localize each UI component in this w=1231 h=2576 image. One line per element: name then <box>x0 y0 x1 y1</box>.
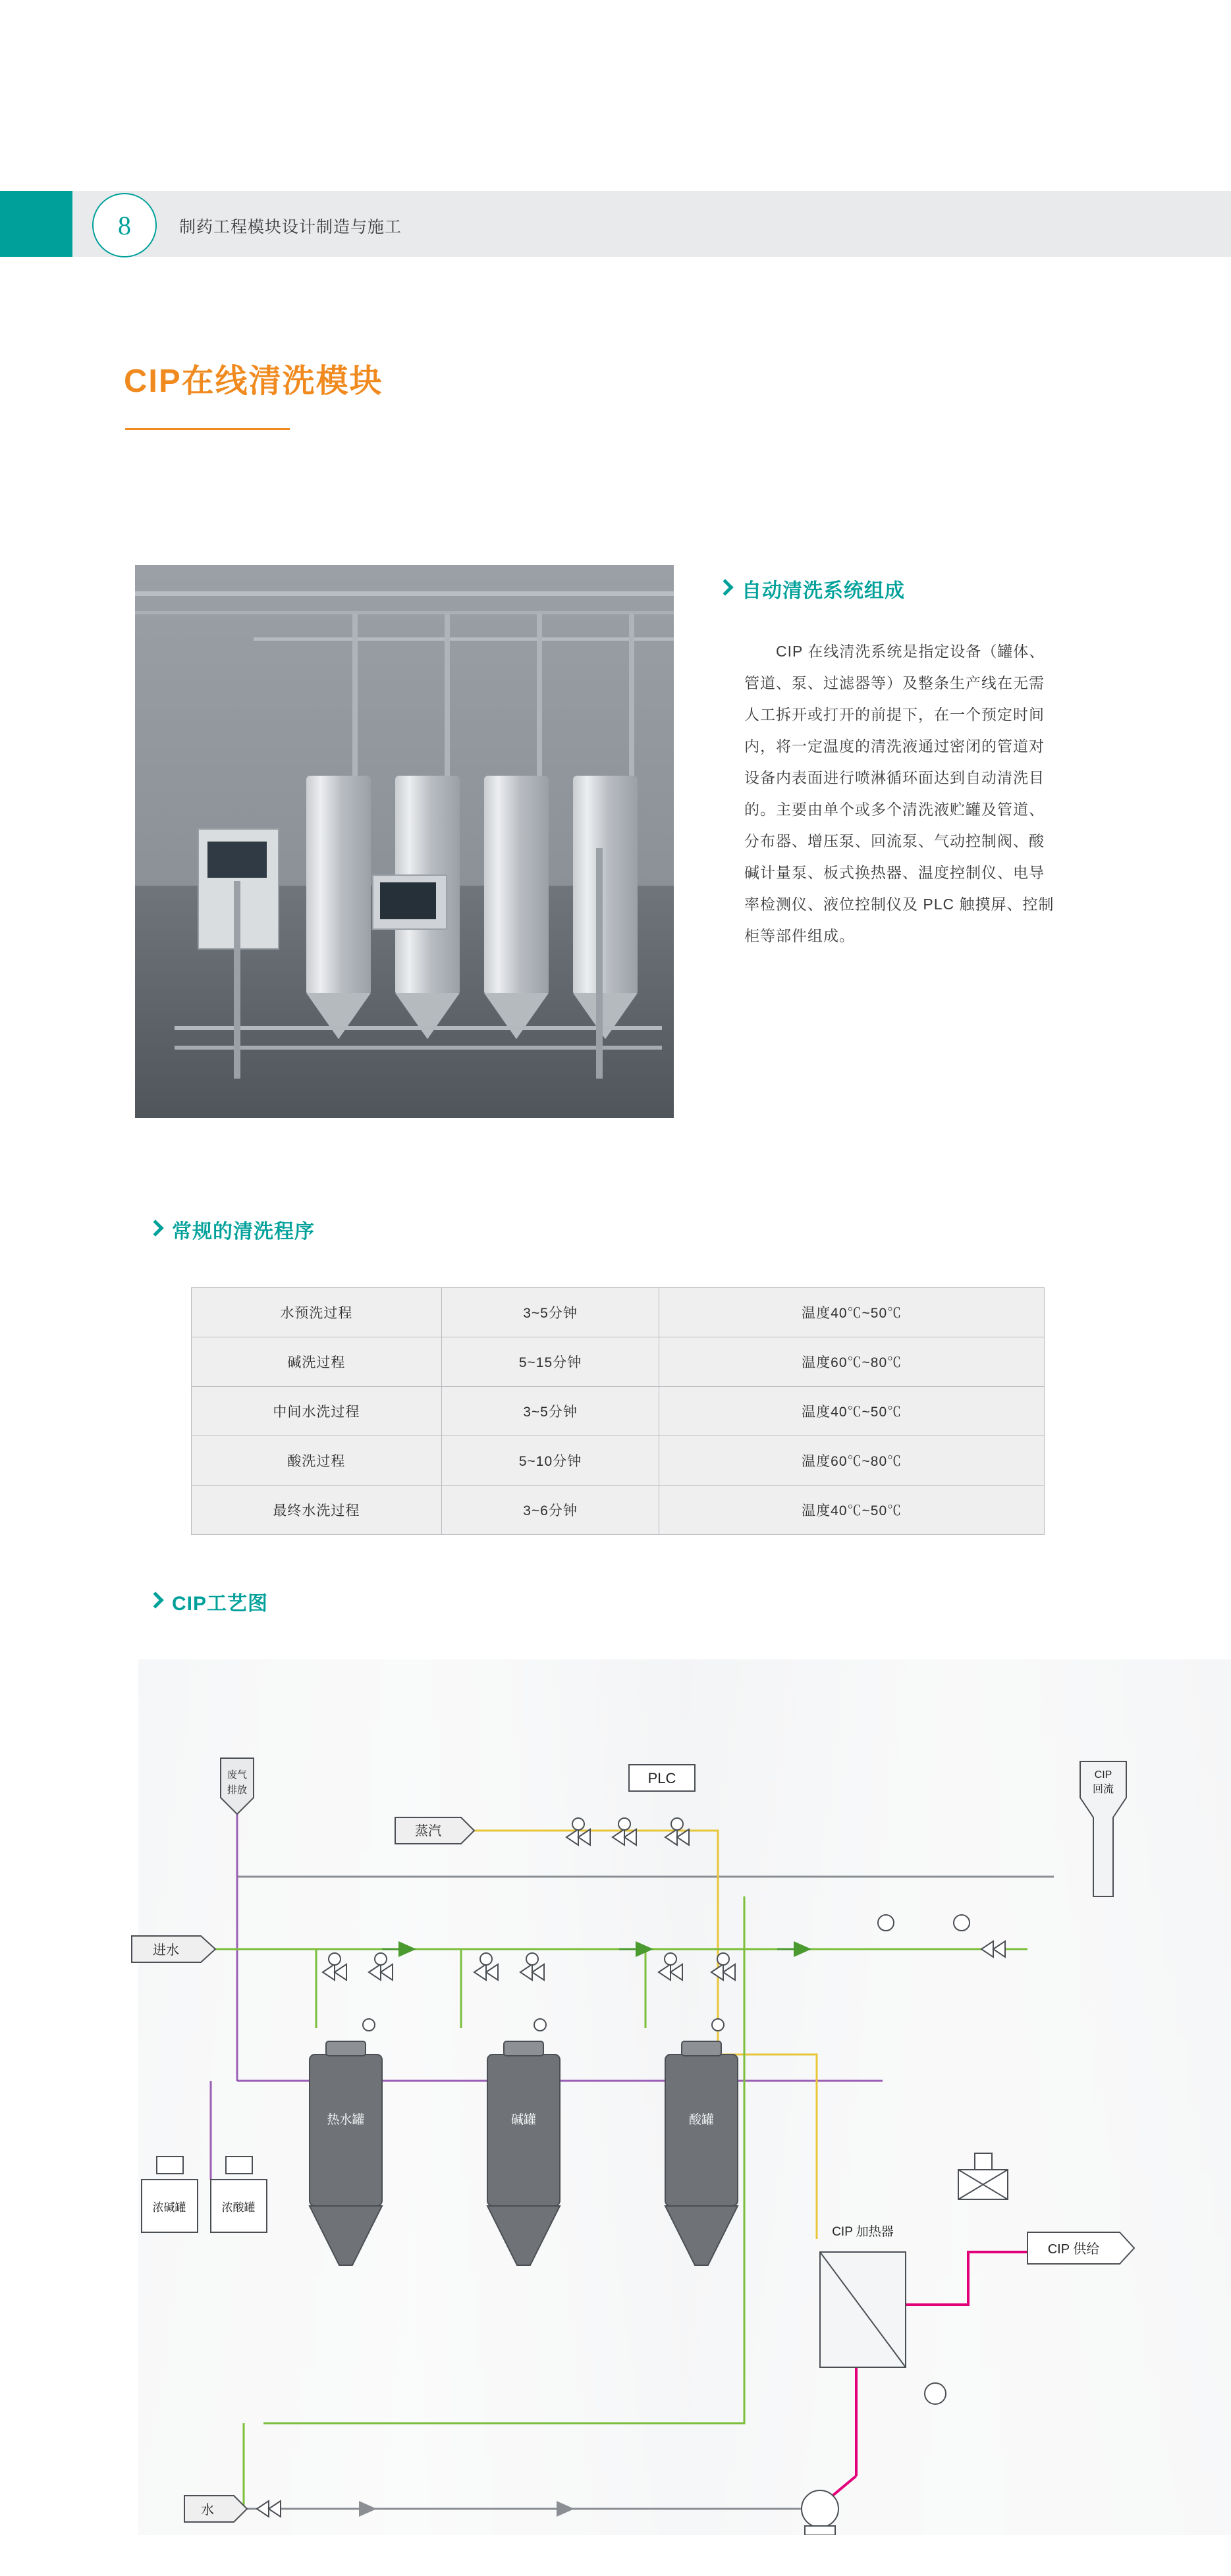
page-number: 8 <box>118 210 131 240</box>
water-label: 水 <box>201 2503 214 2517</box>
photo-hmi-screen <box>380 882 436 919</box>
table-row <box>192 1288 1045 1337</box>
cleaning-procedure-table <box>191 1287 1045 1535</box>
table-row <box>192 1436 1045 1486</box>
photo-tank-1 <box>306 776 371 993</box>
photo-ceiling-pipe-3 <box>254 637 674 641</box>
photo-riser-1 <box>352 614 358 779</box>
cell-temp: 温度40℃~50℃ <box>659 1387 1045 1436</box>
section-heading-text: 自动清洗系统组成 <box>742 580 905 602</box>
photo-lower-riser-2 <box>596 848 603 1079</box>
page-title-underline <box>125 428 290 430</box>
diagram-dosing-pumps <box>157 2157 252 2174</box>
cell-time: 3~6分钟 <box>441 1486 659 1535</box>
diagram-plc-box <box>629 1765 695 1791</box>
photo-tank-cone-3 <box>484 993 549 1039</box>
tank-label-alkali: 碱罐 <box>510 2113 537 2127</box>
cell-step: 最终水洗过程 <box>192 1486 442 1535</box>
diagram-conc-acid-tank <box>211 2180 267 2232</box>
cip-heater-label: CIP 加热器 <box>832 2225 894 2239</box>
photo-tank-3 <box>484 776 549 993</box>
cell-step: 酸洗过程 <box>192 1436 442 1486</box>
diagram-pump <box>802 2490 838 2535</box>
photo-tank-cone-1 <box>306 993 371 1039</box>
diagram-water-in-tag <box>132 1936 215 1962</box>
diagram-tank-alkali <box>487 2041 560 2265</box>
tank-label-hot-water: 热水罐 <box>327 2113 365 2127</box>
photo-floor-rail-1 <box>175 1026 662 1030</box>
section-heading-process-diagram <box>148 1587 268 1616</box>
diagram-svg <box>0 1659 1231 2535</box>
table-row <box>192 1486 1045 1535</box>
cell-time: 3~5分钟 <box>441 1288 659 1337</box>
cell-time: 3~5分钟 <box>441 1387 659 1436</box>
diagram-conc-alkali-tank <box>142 2180 198 2232</box>
photo-riser-4 <box>629 614 634 786</box>
cip-return-label-line2: 回流 <box>1092 1784 1114 1795</box>
conc-alkali-label: 浓碱罐 <box>152 2201 186 2214</box>
photo-panel-screen <box>207 842 267 878</box>
cell-temp: 温度40℃~50℃ <box>659 1288 1045 1337</box>
pipe-gray-top <box>237 1811 1054 1877</box>
section-heading-text: 常规的清洗程序 <box>172 1221 315 1243</box>
photo-riser-2 <box>445 614 450 779</box>
chevron-right-icon <box>148 1592 163 1611</box>
cip-return-label-line1: CIP <box>1094 1769 1112 1781</box>
table-row <box>192 1337 1045 1387</box>
section-heading-cleaning-procedure <box>148 1215 315 1244</box>
diagram-steam-tag <box>395 1817 474 1844</box>
exhaust-label-line2: 排放 <box>227 1784 248 1796</box>
cell-time: 5~10分钟 <box>441 1436 659 1486</box>
diagram-cip-heater <box>820 2224 906 2367</box>
diagram-valve-actuators <box>329 1818 729 2031</box>
cell-step: 中间水洗过程 <box>192 1387 442 1436</box>
diagram-exhaust-stack <box>221 1758 254 1814</box>
diagram-cip-supply-tag <box>1027 2232 1134 2264</box>
diagram-tank-acid <box>665 2041 738 2265</box>
page-number-badge <box>92 193 157 257</box>
book-title: 制药工程模块设计制造与施工 <box>179 218 402 236</box>
cell-temp: 温度40℃~50℃ <box>659 1486 1045 1535</box>
conc-acid-label: 浓酸罐 <box>221 2201 256 2214</box>
cell-temp: 温度60℃~80℃ <box>659 1436 1045 1486</box>
cell-time: 5~15分钟 <box>441 1337 659 1387</box>
section-heading-system-composition <box>718 574 905 603</box>
cip-module-photo <box>135 565 674 1118</box>
exhaust-label-line1: 废气 <box>227 1769 248 1781</box>
tank-label-acid: 酸罐 <box>688 2113 715 2127</box>
system-composition-paragraph: CIP 在线清洗系统是指定设备（罐体、管道、泵、过滤器等）及整条生产线在无需人工拆开或打开的前提下，在一个预定时间内，将一定温度的清洗液通过密闭的管道对设备内表面进行喷淋循环面达到自动清洗目的。主要由单个或多个清洗液贮罐及管道、分布器、增压泵、回流泵、气动控制阀、酸碱计量泵、板式换热器、温度控制仪、电导率检测仪、液位控制仪及 PLC 触摸屏、控制柜等部件组成。 <box>744 643 1054 944</box>
cip-supply-label: CIP 供给 <box>1047 2242 1100 2257</box>
table-row <box>192 1387 1045 1436</box>
cell-step: 水预洗过程 <box>192 1288 442 1337</box>
diagram-cip-return <box>1080 1761 1126 1896</box>
cip-process-diagram <box>0 1659 1231 2535</box>
chevron-right-icon <box>148 1220 163 1239</box>
header-accent-tab <box>0 191 72 257</box>
page-title: CIP在线清洗模块 <box>124 363 383 399</box>
photo-tank-cone-2 <box>395 993 460 1039</box>
section-heading-text: CIP工艺图 <box>172 1593 269 1615</box>
photo-ceiling-pipe-2 <box>135 611 674 614</box>
photo-riser-3 <box>537 614 542 779</box>
chevron-right-icon <box>718 579 732 599</box>
diagram-cip-control-valve <box>958 2153 1008 2199</box>
steam-label: 蒸汽 <box>415 1824 441 1838</box>
plc-label: PLC <box>647 1770 676 1786</box>
cell-step: 碱洗过程 <box>192 1337 442 1387</box>
photo-lower-riser-1 <box>234 881 240 1079</box>
water-in-label: 进水 <box>153 1943 179 1958</box>
pipe-yellow-steam <box>422 1831 718 2054</box>
photo-tank-cone-4 <box>573 993 638 1039</box>
photo-floor-rail-2 <box>175 1046 662 1050</box>
photo-ceiling-pipe-1 <box>135 591 674 596</box>
diagram-water-tag <box>184 2496 247 2522</box>
photo-tank-4 <box>573 776 638 993</box>
diagram-tank-hot-water <box>310 2041 382 2265</box>
cell-temp: 温度60℃~80℃ <box>659 1337 1045 1387</box>
